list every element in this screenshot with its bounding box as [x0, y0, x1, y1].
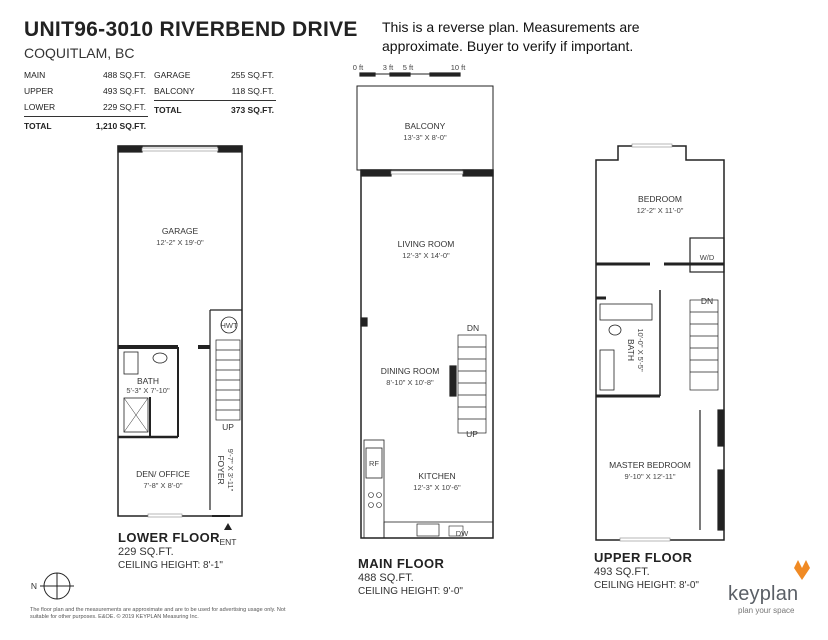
area-value: 1,210 SQ.FT.	[95, 121, 146, 131]
scale-tick-0: 0 ft	[352, 63, 364, 72]
compass-north-label: N	[30, 581, 38, 591]
bedroom-dimensions: 12'-2" X 11'-0"	[636, 206, 684, 215]
area-value: 118 SQ.FT.	[231, 86, 274, 96]
main-floor-title: MAIN FLOOR	[358, 556, 445, 571]
kitchen-label: KITCHEN	[418, 471, 456, 481]
garage-dimensions: 12'-2" X 19'-0"	[156, 238, 204, 247]
lower-floor-area: 229 SQ.FT.	[118, 546, 174, 558]
lower-bath-dimensions: 5'-3" X 7'-10"	[126, 386, 170, 395]
foyer-dimensions: 9'-7" X 3'-11"	[226, 448, 235, 492]
upper-bath-label: BATH	[626, 338, 636, 362]
area-label: TOTAL	[154, 105, 182, 115]
lower-floor-title: LOWER FLOOR	[118, 530, 220, 545]
area-label: LOWER	[24, 102, 56, 112]
upper-bath-dimensions: 10'-0" X 5'-5"	[636, 328, 645, 372]
property-title: UNIT96-3010 RIVERBEND DRIVE	[24, 18, 358, 41]
scale-bar	[360, 73, 460, 76]
property-city: COQUITLAM, BC	[24, 45, 135, 61]
dining-room-label: DINING ROOM	[380, 366, 440, 376]
area-value: 493 SQ.FT.	[103, 86, 146, 96]
hwt-label: HWT	[220, 321, 238, 330]
living-room-label: LIVING ROOM	[397, 239, 455, 249]
area-label: MAIN	[24, 70, 46, 80]
area-value: 229 SQ.FT.	[103, 102, 146, 112]
disclaimer-text: The floor plan and the measurements are approximate and are to be used for advertising usage only. Not suitable for other purposes. E&OE. © 2019 KEYPLAN Measuring Inc.	[30, 607, 286, 620]
dining-room-dimensions: 8'-10" X 10'-8"	[386, 378, 434, 387]
reverse-plan-note: This is a reverse plan. Measurements are approximate. Buyer to verify if important.	[382, 19, 640, 54]
area-label: UPPER	[24, 86, 54, 96]
scale-tick-3: 3 ft	[382, 63, 394, 72]
dishwasher-label: DW	[455, 529, 469, 538]
balcony-dimensions: 13'-3" X 8'-0"	[403, 133, 447, 142]
compass-icon	[40, 573, 74, 599]
main-floor-ceiling: CEILING HEIGHT: 9'-0"	[358, 586, 463, 597]
main-stairs-down-label: DN	[466, 323, 480, 333]
den-office-label: DEN/ OFFICE	[136, 469, 190, 479]
lower-bath-label: BATH	[136, 376, 160, 386]
area-label: BALCONY	[154, 86, 195, 96]
balcony-label: BALCONY	[404, 121, 446, 131]
area-value: 255 SQ.FT.	[231, 70, 274, 80]
garage-label: GARAGE	[161, 226, 199, 236]
upper-floor-area: 493 SQ.FT.	[594, 566, 650, 578]
master-bedroom-label: MASTER BEDROOM	[609, 460, 691, 470]
entrance-label: ENT	[219, 537, 237, 547]
keyplan-logo-icon	[794, 560, 810, 580]
lower-stairs-up-label: UP	[222, 422, 234, 432]
living-room-dimensions: 12'-3" X 14'-0"	[402, 251, 450, 260]
scale-tick-5: 5 ft	[402, 63, 414, 72]
scale-tick-10: 10 ft	[450, 63, 466, 72]
area-label: GARAGE	[154, 70, 191, 80]
foyer-label: FOYER	[216, 455, 226, 485]
keyplan-tagline: plan your space	[738, 606, 795, 615]
den-office-dimensions: 7'-8" X 8'-0"	[143, 481, 183, 490]
upper-floor-ceiling: CEILING HEIGHT: 8'-0"	[594, 580, 699, 591]
keyplan-logo-text: keyplan	[728, 583, 799, 605]
area-label: TOTAL	[24, 121, 52, 131]
main-stairs-up-label: UP	[466, 429, 478, 439]
upper-floor-title: UPPER FLOOR	[594, 550, 693, 565]
washer-dryer-label: W/D	[699, 253, 715, 262]
lower-floor-ceiling: CEILING HEIGHT: 8'-1"	[118, 560, 223, 571]
area-value: 373 SQ.FT.	[231, 105, 274, 115]
master-bedroom-dimensions: 9'-10" X 12'-11"	[624, 472, 676, 481]
upper-stairs-down-label: DN	[700, 296, 714, 306]
main-floor-area: 488 SQ.FT.	[358, 572, 414, 584]
area-value: 488 SQ.FT.	[103, 70, 146, 80]
bedroom-label: BEDROOM	[638, 194, 682, 204]
kitchen-dimensions: 12'-3" X 10'-6"	[413, 483, 461, 492]
refrigerator-label: RF	[369, 459, 379, 468]
